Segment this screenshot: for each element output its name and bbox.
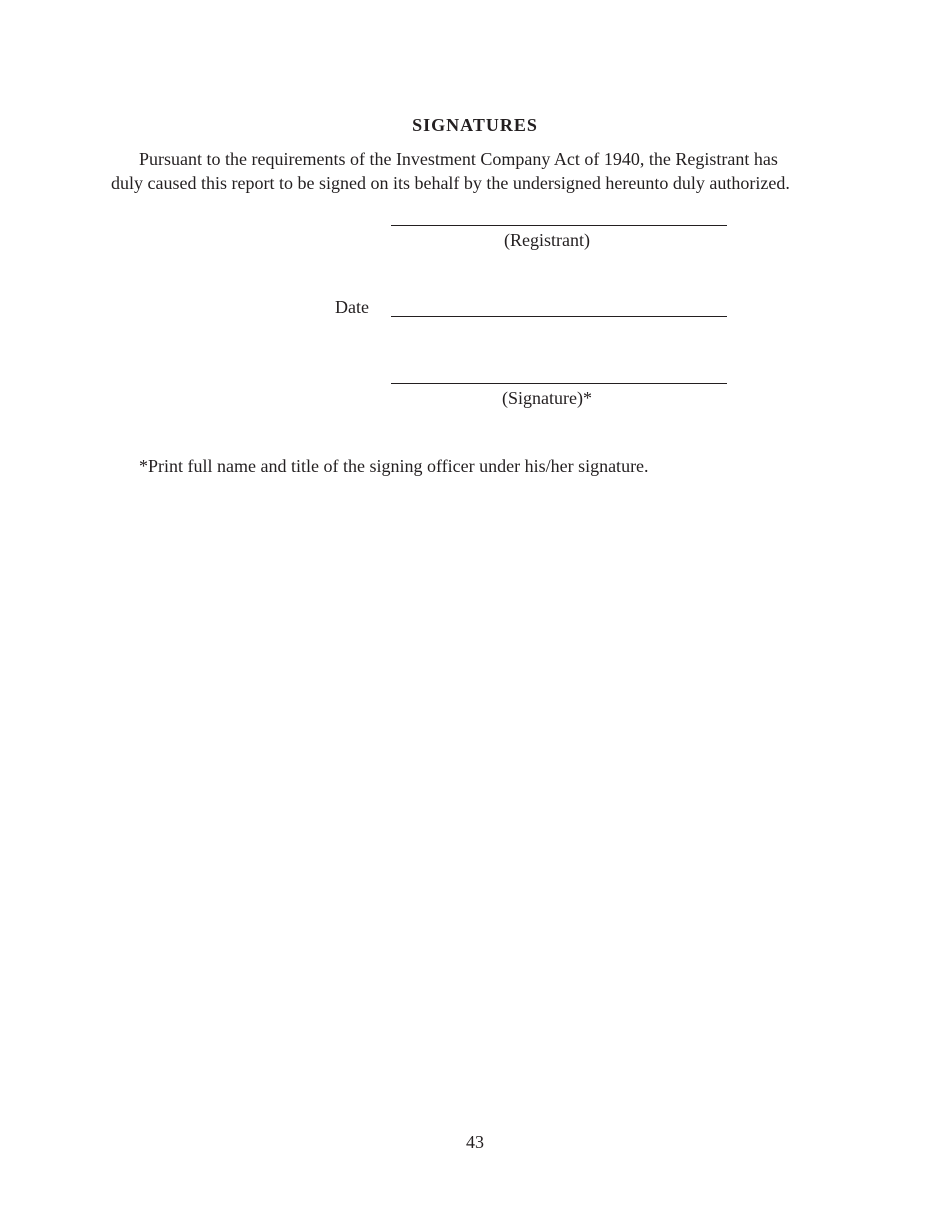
footnote: *Print full name and title of the signing officer under his/her signature. <box>139 456 649 476</box>
date-line <box>391 316 727 317</box>
registrant-signature-line <box>391 225 727 226</box>
officer-signature-line <box>391 383 727 384</box>
attestation-paragraph-line-2: duly caused this report to be signed on its behalf by the undersigned hereunto duly authorized. <box>111 173 790 193</box>
page-title: SIGNATURES <box>412 115 538 135</box>
registrant-caption: (Registrant) <box>504 230 590 250</box>
attestation-paragraph-line-1: Pursuant to the requirements of the Investment Company Act of 1940, the Registrant has <box>139 149 778 169</box>
signature-caption: (Signature)* <box>502 388 592 408</box>
page-number: 43 <box>466 1132 484 1152</box>
date-label: Date <box>335 297 369 317</box>
